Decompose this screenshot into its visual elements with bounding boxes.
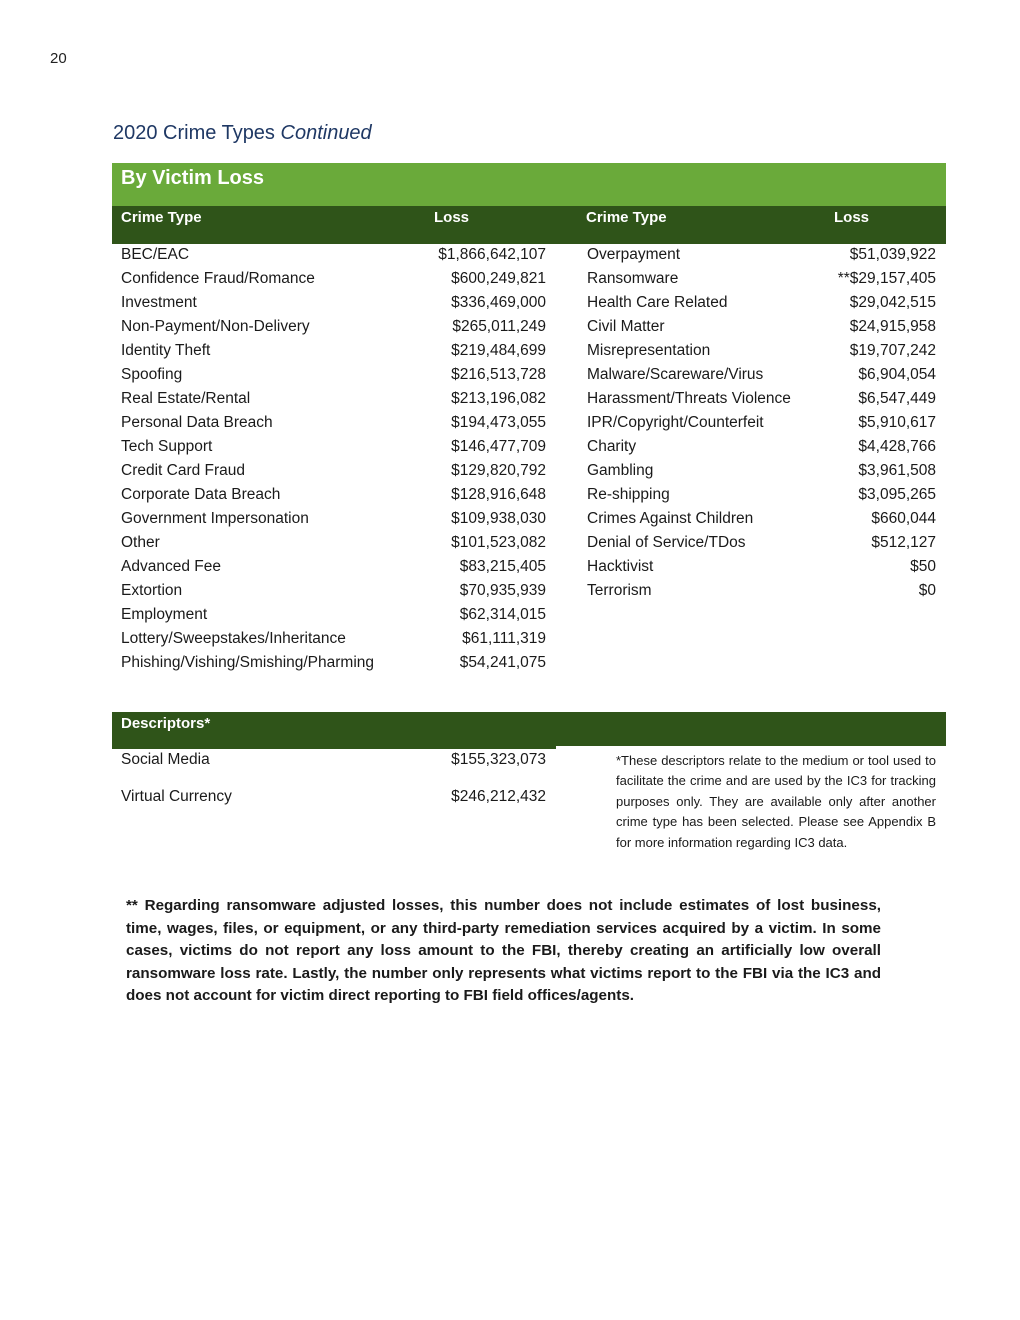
crime-type-name: Employment (121, 606, 208, 623)
crime-type-loss: $512,127 (871, 534, 936, 551)
crime-type-name: Spoofing (121, 366, 183, 383)
crime-type-loss: $194,473,055 (451, 414, 546, 431)
table-row (121, 485, 546, 509)
crime-type-name: Hacktivist (587, 558, 654, 575)
crime-type-name: Credit Card Fraud (121, 462, 246, 479)
table-row (587, 269, 936, 293)
crime-type-name: Other (121, 534, 160, 551)
crime-type-name: Lottery/Sweepstakes/Inheritance (121, 630, 346, 647)
crime-type-name: Phishing/Vishing/Smishing/Pharming (121, 654, 375, 671)
crime-type-loss: **$29,157,405 (837, 270, 936, 287)
title-emphasis: Continued (280, 122, 372, 144)
crime-type-loss: $4,428,766 (858, 438, 936, 455)
table-row (121, 293, 546, 317)
page-title (113, 122, 372, 145)
table-row (121, 653, 546, 677)
table-row (121, 365, 546, 389)
crime-type-loss: $213,196,082 (451, 390, 546, 407)
table-row (587, 317, 936, 341)
crime-type-loss: $109,938,030 (451, 510, 546, 527)
crime-type-loss: $129,820,792 (451, 462, 546, 479)
crime-type-loss: $660,044 (871, 510, 936, 527)
crime-type-loss: $0 (918, 582, 936, 599)
crime-type-name: Identity Theft (121, 342, 211, 359)
crime-type-loss: $3,961,508 (858, 462, 936, 479)
table-row (121, 317, 546, 341)
crime-type-name: Extortion (121, 582, 183, 599)
left-crime-column (121, 245, 546, 677)
crime-type-name: Malware/Scareware/Virus (587, 366, 764, 383)
crime-type-name: Overpayment (587, 246, 681, 263)
table-row (121, 629, 546, 653)
crime-type-loss: $1,866,642,107 (438, 246, 546, 263)
table-row (121, 461, 546, 485)
table-banner (112, 163, 946, 206)
crime-type-loss: $70,935,939 (459, 582, 546, 599)
table-header-row (112, 206, 946, 244)
table-row (121, 509, 546, 533)
crime-type-loss: $62,314,015 (459, 606, 546, 623)
table-row (121, 605, 546, 629)
table-row (587, 461, 936, 485)
crime-type-name: Health Care Related (587, 294, 728, 311)
crime-type-loss: $6,904,054 (858, 366, 936, 383)
table-row (121, 413, 546, 437)
crime-type-name: Misrepresentation (587, 342, 711, 359)
page-number: 20 (50, 50, 67, 67)
descriptors-header: Descriptors* (121, 715, 211, 732)
crime-type-name: Terrorism (587, 582, 652, 599)
crime-type-loss: $54,241,075 (459, 654, 546, 671)
table-row (587, 341, 936, 365)
crime-type-name: Government Impersonation (121, 510, 309, 527)
table-row (121, 269, 546, 293)
crime-type-name: Personal Data Breach (121, 414, 273, 431)
crime-type-loss: $50 (910, 558, 936, 575)
table-row (587, 389, 936, 413)
table-row (587, 485, 936, 509)
crime-type-loss: $6,547,449 (858, 390, 936, 407)
crime-type-loss: $101,523,082 (451, 534, 546, 551)
table-row (121, 533, 546, 557)
table-row (587, 437, 936, 461)
crime-type-name: Confidence Fraud/Romance (121, 270, 315, 287)
table-row (121, 581, 546, 605)
crime-type-loss: $19,707,242 (849, 342, 936, 359)
table-row (587, 413, 936, 437)
crime-type-loss: $336,469,000 (451, 294, 546, 311)
table-row (587, 245, 936, 269)
descriptor-name: Virtual Currency (121, 788, 232, 805)
crime-type-name: Real Estate/Rental (121, 390, 251, 407)
crime-type-name: Tech Support (121, 438, 213, 455)
crime-type-name: Investment (121, 294, 197, 311)
table-row (587, 557, 936, 581)
right-crime-column (587, 245, 936, 605)
crime-type-loss: $29,042,515 (849, 294, 936, 311)
crime-type-loss: $219,484,699 (451, 342, 546, 359)
table-row (121, 557, 546, 581)
crime-type-loss: $83,215,405 (459, 558, 546, 575)
table-row (121, 245, 546, 269)
header-crime-type-right: Crime Type (586, 209, 667, 226)
crime-type-loss: $600,249,821 (451, 270, 546, 287)
header-crime-type-left: Crime Type (121, 209, 202, 226)
descriptors-header-gap (556, 746, 946, 750)
crime-type-loss: $5,910,617 (858, 414, 936, 431)
descriptors-header-row (112, 712, 946, 749)
descriptor-loss: $155,323,073 (451, 751, 546, 768)
crime-type-name: Non-Payment/Non-Delivery (121, 318, 310, 335)
crime-type-loss: $51,039,922 (849, 246, 936, 263)
crime-type-loss: $216,513,728 (451, 366, 546, 383)
crime-type-name: Corporate Data Breach (121, 486, 281, 503)
crime-type-name: Re-shipping (587, 486, 670, 503)
table-row (121, 389, 546, 413)
header-loss-left: Loss (434, 209, 470, 226)
crime-type-name: BEC/EAC (121, 246, 190, 263)
ransomware-footnote: ** Regarding ransomware adjusted losses, this number does not include estimates of lost business, time, wages, files, or equipment, or any third-party remediation services acquired by a victim. In some cases, victims do not report any loss amount to the FBI, thereby creating an artificially low overall ransomware loss rate. Lastly, the number only represents what victims report to the FBI via the IC3 and does not account for victim direct reporting to FBI field offices/agents. (126, 897, 881, 1005)
descriptor-name: Social Media (121, 751, 210, 768)
crime-type-name: Ransomware (587, 270, 679, 287)
crime-type-name: Civil Matter (587, 318, 665, 335)
crime-type-loss: $128,916,648 (451, 486, 546, 503)
table-row (587, 365, 936, 389)
crime-type-name: Advanced Fee (121, 558, 221, 575)
table-row (587, 581, 936, 605)
title-main: 2020 Crime Types (113, 122, 275, 144)
table-row (587, 293, 936, 317)
descriptor-loss: $246,212,432 (451, 788, 546, 805)
table-banner-label: By Victim Loss (121, 167, 265, 189)
crime-type-loss: $3,095,265 (858, 486, 936, 503)
crime-type-loss: $24,915,958 (849, 318, 936, 335)
crime-type-name: IPR/Copyright/Counterfeit (587, 414, 764, 431)
table-row (587, 509, 936, 533)
crime-type-name: Charity (587, 438, 637, 455)
crime-type-name: Gambling (587, 462, 654, 479)
crime-type-loss: $61,111,319 (462, 630, 546, 647)
crime-type-name: Denial of Service/TDos (587, 534, 746, 551)
crime-type-loss: $146,477,709 (451, 438, 546, 455)
crime-type-loss: $265,011,249 (452, 318, 546, 335)
header-loss-right: Loss (834, 209, 870, 226)
crime-type-name: Harassment/Threats Violence (587, 390, 791, 407)
descriptors-note: *These descriptors relate to the medium or tool used to facilitate the crime and are used by the IC3 for tracking purposes only. They are available only after another crime type has been selected. Please see Appendix B for more information regarding IC3 data. (616, 753, 936, 850)
crime-type-name: Crimes Against Children (587, 510, 754, 527)
table-row (587, 533, 936, 557)
table-row (121, 437, 546, 461)
table-row (121, 341, 546, 365)
